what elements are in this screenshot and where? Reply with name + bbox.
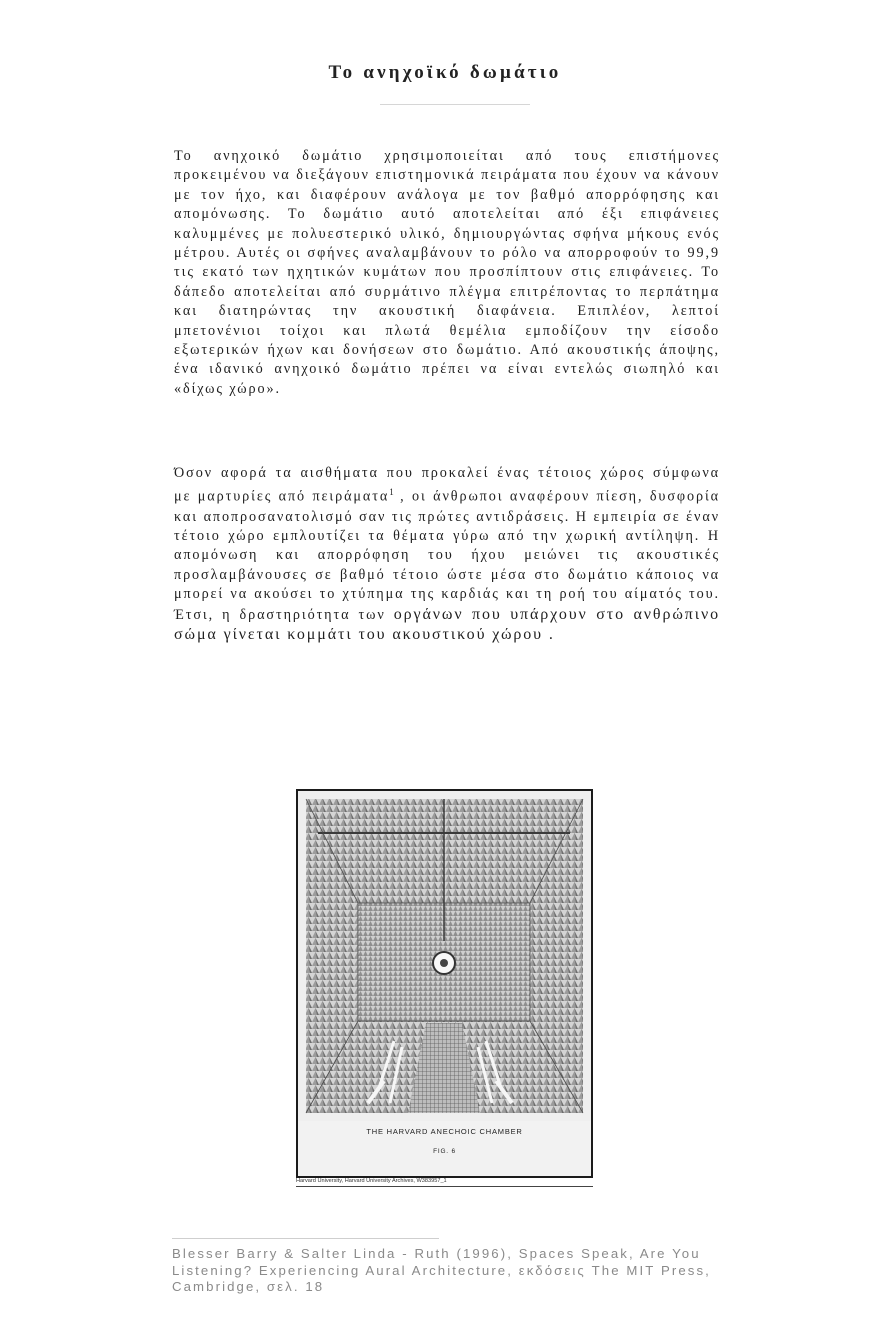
paragraph-experience-start: Όσον αφορά τα αισθήματα που προκαλεί ένας τέτοιος χώρος σύμφωνα με μαρτυρίες από πειράματα [174,465,720,506]
chamber-illustration [298,791,591,1121]
footnote-reference[interactable]: 1 [389,487,394,498]
page-title: Το ανηχοϊκό δωμάτιο [328,62,562,83]
figure-caption: THE HARVARD ANECHOIC CHAMBER [366,1127,523,1136]
paragraph-experience-emphasis: οργάνων που υπάρχουν στο ανθρώπινο σώμα γίνεται κομμάτι του ακουστικού χώρου . [174,605,721,643]
paragraph-intro: Το ανηχοικό δωμάτιο χρησιμοποιείται από τους επιστήμονες προκειμένου να διεξάγουν επιστημονικά πειράματα που έχουν να κάνουν με τον ήχο, και διαφέρουν ανάλογα με τον βαθμό απορρόφησης και απομόνωσης. Το δωμάτιο αυτό αποτελείται από έξι επιφάνειες καλυμμένες με πολυεστερικό υλικό, δημιουργώντας σφήνα μήκους ενός μέτρου. Αυτές οι σφήνες αναλαμβάνουν το ρόλο να απορροφούν το 99,9 τις εκατό των ηχητικών κυμάτων που προσπίπτουν στις επιφάνειες. Το δάπεδο αποτελείται από συρμάτινο πλέγμα επιτρέποντας το περπάτημα και διατηρώντας την ακουστική διαφάνεια. Επιπλέον, λεπτοί μπετονένιοι τοίχοι και πλωτά θεμέλια εμποδίζουν την είσοδο εξωτερικών ήχων και δονήσεων στο δωμάτιο. Από ακουστικής άποψης, ένα ιδανικό ανηχοικό δωμάτιο πρέπει να είναι εντελώς σιωπηλό και «δίχως χώρο». [174,148,720,397]
paragraph-experience-middle: , οι άνθρωποι αναφέρουν πίεση, δυσφορία και αποπροσανατολισμό σαν τις πρώτες αντιδράσεις. Η εμπειρία σε έναν τέτοιο χώρο εμπλουτίζει τα θέματα γύρω από την χωρική αντίληψη. Η απομόνωση και απορρόφηση του ήχου μειώνει τις ακουστικές προσλαμβάνουσες σε βαθμό τέτοιο ώστε μέσα στο δωμάτιο κάποιος να μπορεί να ακούσει το χτύπημα της καρδιάς και τη ροή του αίματός του. Έτσι, η δραστηριότητα των [174,489,720,623]
footnote: Blesser Barry & Salter Linda - Ruth (1996), Spaces Speak, Are You Listening? Experiencing Aural Architecture, εκδόσεις The MIT Press, Cambridge, σελ. 18 [172,1246,711,1295]
footnote-divider [172,1238,439,1239]
anechoic-chamber-photo [296,789,593,1178]
figure-credit: Harvard University, Harvard University Archives, W383957_1 [296,1178,593,1187]
paragraph-experience [174,464,720,645]
title-divider [380,104,530,105]
figure-label: FIG. 6 [433,1148,456,1155]
